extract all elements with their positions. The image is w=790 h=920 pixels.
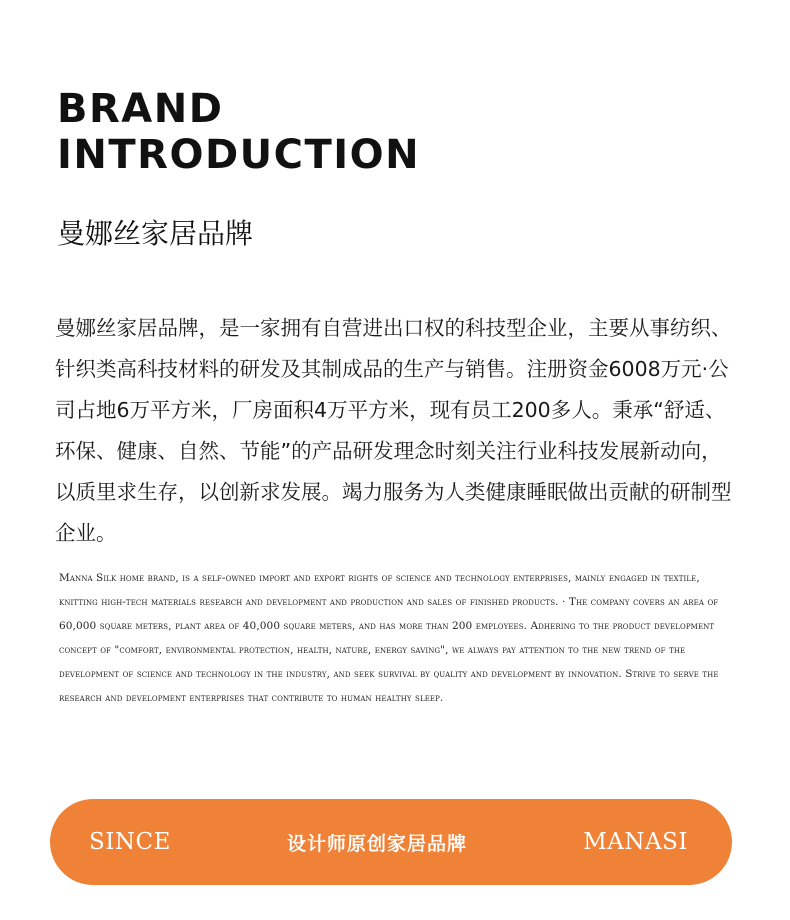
english-description: Manna Silk home brand, is a self-owned import and export rights of science and technology enterprises, mainly engaged in textile, knitting high-tech materials research and development and production and sales of finished products. · The company covers an area of 60,000 square meters, plant area of 40,000 square meters, and has more than 200 employees. Adhering to the product development concept of "comfort, environmental protection, health, nature, energy saving", we always pay attention to the new trend of the development of science and technology in the industry, and seek survival by quality and development by innovation. Strive to serve the research and development enterprises that contribute to human healthy sleep. — [59, 572, 719, 704]
banner-since-label: SINCE — [89, 829, 171, 855]
brand-subtitle: 曼娜丝家居品牌 — [57, 217, 254, 250]
chinese-description: 曼娜丝家居品牌，是一家拥有自营进出口权的科技型企业，主要从事纺织、针织类高科技材料的研发及其制成品的生产与销售。注册资金6008万元·公司占地6万平方米，厂房面积4万平方米，现有员工200多人。秉承“舒适、环保、健康、自然、节能”的产品研发理念时刻关注行业科技发展新动向，以质里求生存，以创新求发展。竭力服务为人类健康睡眠做出贡献的研制型企业。 — [55, 316, 732, 545]
heading-line-brand: BRAND — [57, 86, 224, 132]
banner-tagline: 设计师原创家居品牌 — [287, 832, 468, 855]
heading-line-introduction: INTRODUCTION — [57, 132, 421, 178]
brand-introduction-heading — [57, 86, 420, 178]
banner-brand-name: MANASI — [583, 829, 688, 855]
brand-banner — [50, 799, 732, 885]
